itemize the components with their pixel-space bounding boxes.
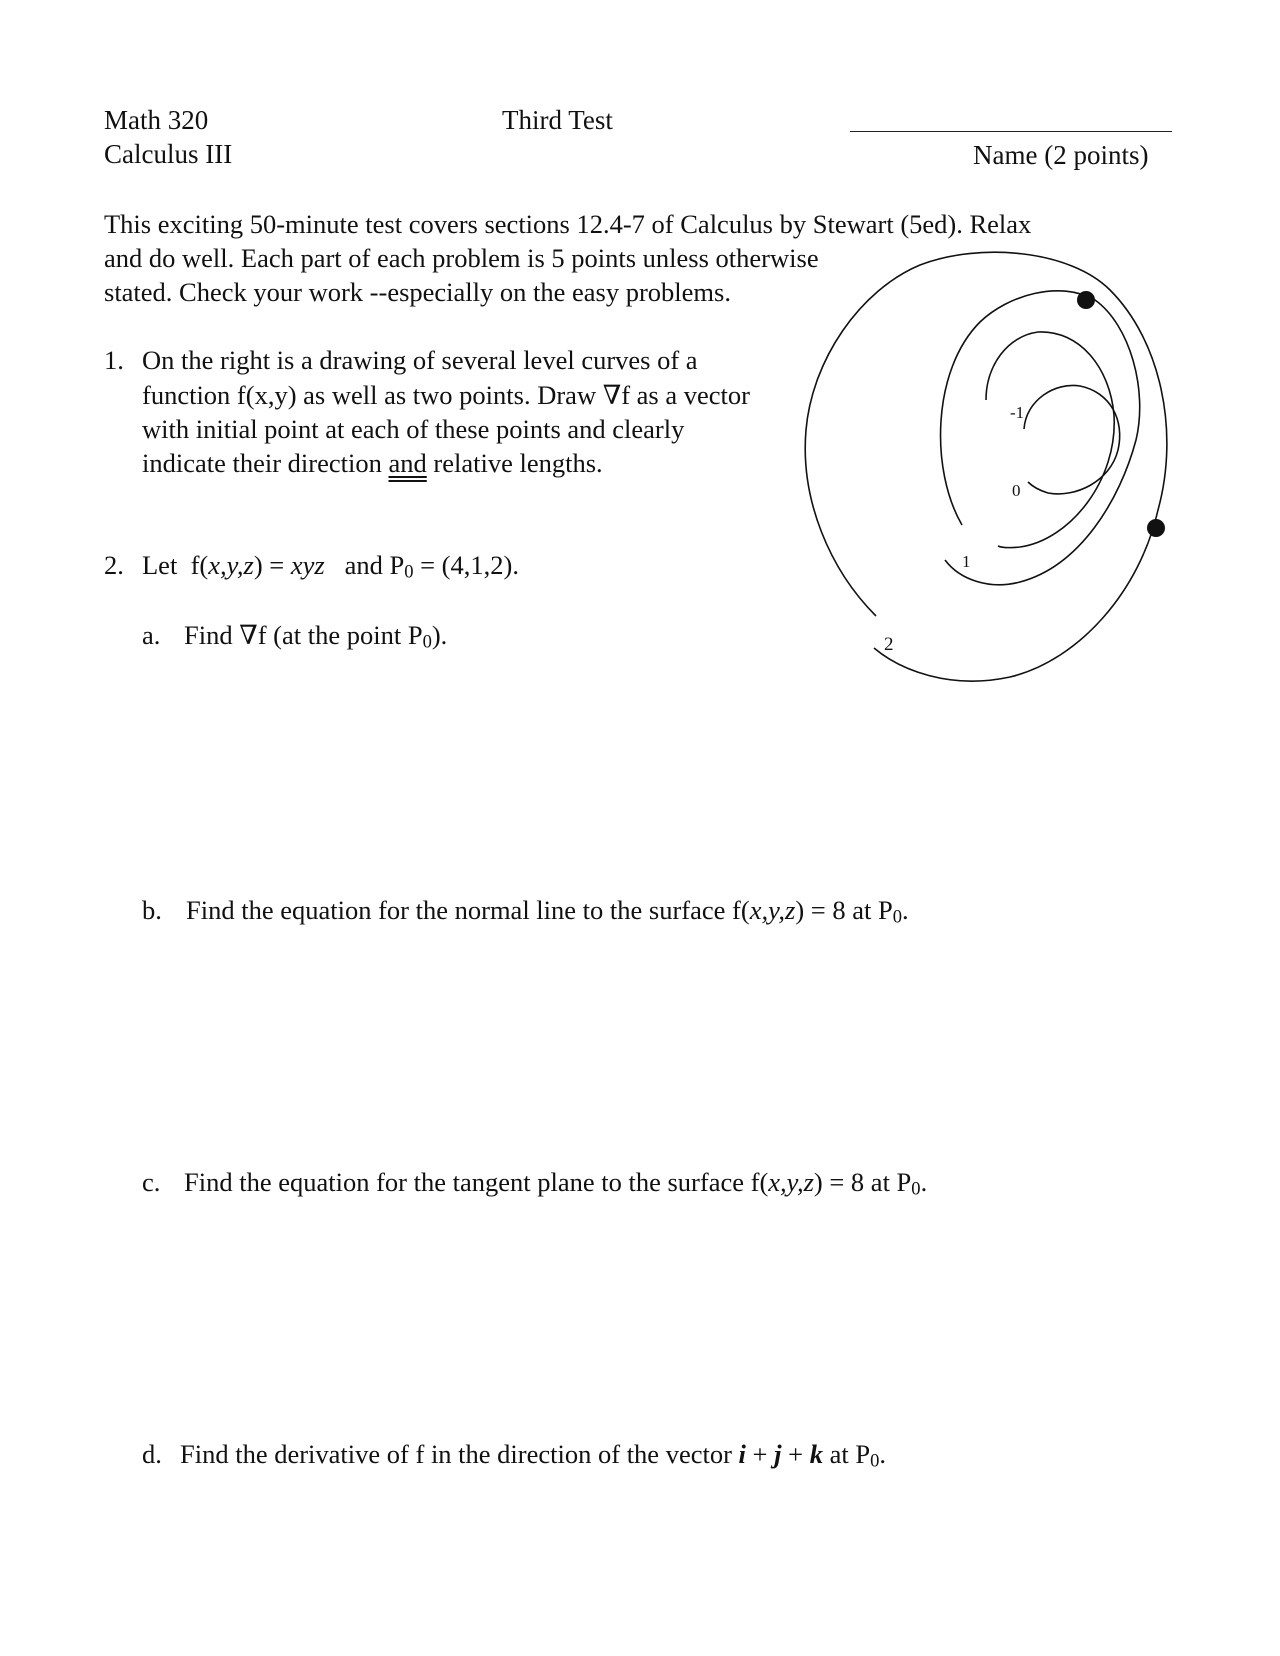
problem-1-line-2: function f(x,y) as well as two points. Draw ∇f as a vector xyxy=(142,380,750,410)
problem-1-line-3: with initial point at each of these points and clearly xyxy=(142,414,685,444)
problem-2a-label: a. xyxy=(142,620,161,650)
course-number: Math 320 xyxy=(104,105,209,135)
problem-2d-text: Find the derivative of f in the direction of the vector i + j + k at $P_0$. xyxy=(180,1439,886,1472)
point-right xyxy=(1147,519,1165,537)
problem-2b-text: Find the equation for the normal line to the surface f(x,y,z) = 8 at $P_0$. xyxy=(186,895,909,928)
point-upper xyxy=(1077,291,1095,309)
level-label-0: 0 xyxy=(1012,481,1021,500)
problem-2-statement: Let f(x,y,z) = xyz and $P_0 = (4,1,2)$. xyxy=(142,550,519,583)
name-label: Name (2 points) xyxy=(973,140,1149,170)
problem-1-line-4: indicate their direction and relative lengths. xyxy=(142,448,603,478)
problem-2d-label: d. xyxy=(142,1439,162,1469)
level-curve-0 xyxy=(986,332,1114,548)
problem-2a-text: Find ∇f (at the point $P_0$). xyxy=(184,620,448,653)
level-label-minus-1: -1 xyxy=(1010,403,1025,422)
intro-line-2: and do well. Each part of each problem is 5 points unless otherwise xyxy=(104,243,819,273)
problem-2c-label: c. xyxy=(142,1167,161,1197)
name-blank-line[interactable] xyxy=(850,131,1172,132)
problem-1-number: 1. xyxy=(104,345,124,375)
problem-2b-label: b. xyxy=(142,895,162,925)
course-subject: Calculus III xyxy=(104,139,233,169)
emphasized-and: and xyxy=(388,448,427,478)
page-title: Third Test xyxy=(502,105,613,135)
intro-line-3: stated. Check your work --especially on the easy problems. xyxy=(104,277,731,307)
intro-line-1: This exciting 50-minute test covers sections 12.4-7 of Calculus by Stewart (5ed). Relax xyxy=(104,209,1032,239)
problem-2-number: 2. xyxy=(104,550,124,580)
level-curve-minus-1 xyxy=(1024,385,1120,493)
problem-1-line-1: On the right is a drawing of several level curves of a xyxy=(142,345,698,375)
problem-2c-text: Find the equation for the tangent plane to the surface f(x,y,z) = 8 at $P_0$. xyxy=(184,1167,928,1200)
level-label-1: 1 xyxy=(962,552,971,571)
level-curves-figure xyxy=(780,250,1240,720)
level-label-2: 2 xyxy=(884,634,894,655)
